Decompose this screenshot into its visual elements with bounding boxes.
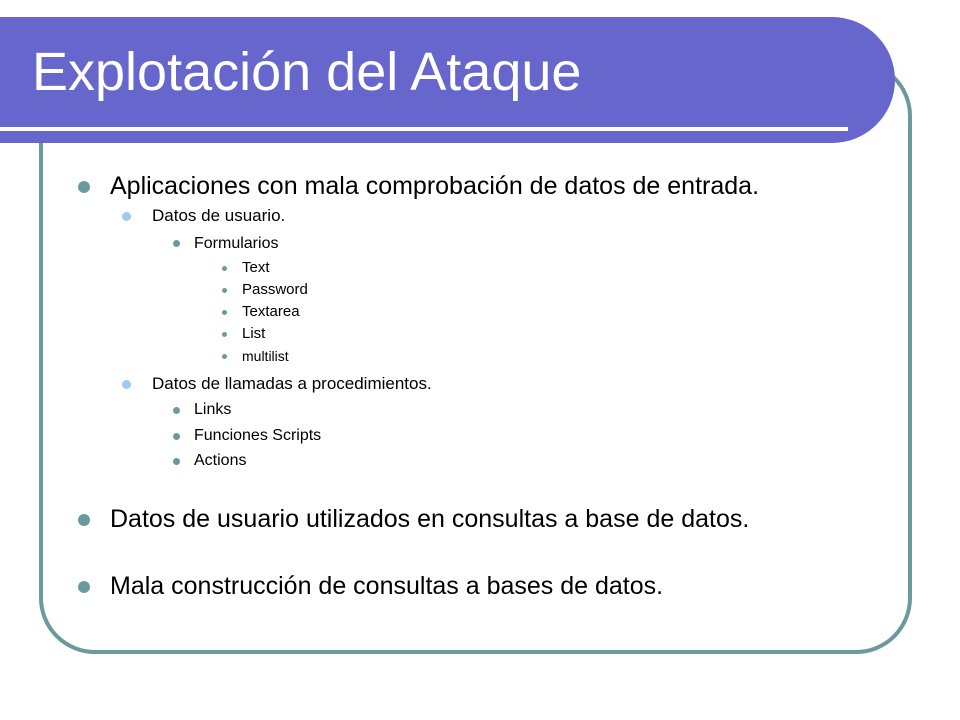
bullet-item: Datos de usuario utilizados en consultas a base de datos. [110,505,750,533]
bullet-item: multilist [242,348,289,364]
bullet-icon [222,310,227,315]
bullet-icon [222,288,227,293]
bullet-icon [173,240,180,247]
bullet-icon [78,181,90,193]
bullet-item: Text [242,259,270,276]
bullet-item: Textarea [242,303,300,320]
bullet-item: Datos de usuario. [152,206,286,225]
bullet-item: Funciones Scripts [194,427,322,444]
bullet-icon [78,514,90,526]
bullet-icon [173,407,180,414]
bullet-icon [173,433,180,440]
bullet-icon [78,581,90,593]
bullet-icon [173,458,180,465]
bullet-icon [222,332,227,337]
bullet-item: Links [194,401,232,418]
bullet-item: Aplicaciones con mala comprobación de datos de entrada. [110,172,760,200]
bullet-item: List [242,325,266,342]
bullet-icon [122,380,131,389]
bullet-icon [222,354,227,359]
slide-title: Explotación del Ataque [32,42,582,102]
bullet-item: Actions [194,452,247,469]
bullet-item: Mala construcción de consultas a bases de datos. [110,572,664,600]
bullet-item: Formularios [194,235,279,252]
bullet-icon [122,212,131,221]
bullet-item: Password [242,281,308,298]
bullet-icon [222,266,227,271]
bullet-item: Datos de llamadas a procedimientos. [152,374,432,393]
